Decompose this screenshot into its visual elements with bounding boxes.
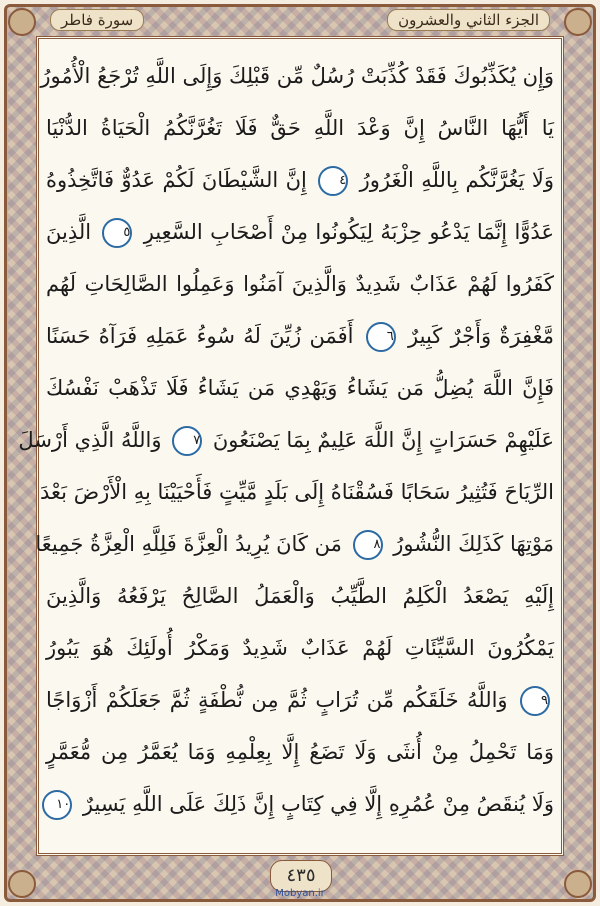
text-line: إِلَيْهِ يَصْعَدُ الْكَلِمُ الطَّيِّبُ وَالْعَمَلُ الصَّالِحُ يَرْفَعُهُ وَالَّذِينَ bbox=[46, 584, 554, 608]
text-line: عَلَيْهِمْ حَسَرَاتٍ إِنَّ اللَّهَ عَلِيمٌ بِمَا يَصْنَعُونَ ٧ وَاللَّهُ الَّذِي أَرْسَلَ bbox=[46, 414, 554, 466]
ayah-number-marker: ٦ bbox=[366, 322, 396, 352]
corner-ornament-icon bbox=[564, 8, 592, 36]
text-line: ٩ وَاللَّهُ خَلَقَكُم مِّن تُرَابٍ ثُمَّ مِن نُّطْفَةٍ ثُمَّ جَعَلَكُمْ أَزْوَاجًا bbox=[46, 674, 554, 726]
ayah-number-marker: ٥ bbox=[102, 218, 132, 248]
page-footer bbox=[0, 860, 600, 900]
juz-title: الجزء الثاني والعشرون bbox=[387, 9, 550, 31]
page-header bbox=[36, 6, 564, 34]
site-watermark: Mobyan.ir bbox=[275, 888, 325, 899]
corner-ornament-icon bbox=[8, 8, 36, 36]
ayah-number-marker: ٨ bbox=[353, 530, 383, 560]
page-number: ٤٣٥ bbox=[270, 860, 332, 892]
text-line: وَمَا تَحْمِلُ مِنْ أُنثَى وَلَا تَضَعُ إِلَّا بِعِلْمِهِ وَمَا يُعَمَّرُ مِن مُّعَمَّرٍ bbox=[46, 740, 554, 764]
text-line: مَّغْفِرَةٌ وَأَجْرٌ كَبِيرٌ ٦ أَفَمَن زُيِّنَ لَهُ سُوءُ عَمَلِهِ فَرَآهُ حَسَنًا bbox=[46, 310, 554, 362]
text-line: يَا أَيُّهَا النَّاسُ إِنَّ وَعْدَ اللَّهِ حَقٌّ فَلَا تَغُرَّنَّكُمُ الْحَيَاةُ الدُّنْيَا bbox=[46, 116, 554, 140]
text-line: مَوْتِهَا كَذَلِكَ النُّشُورُ ٨ مَن كَانَ يُرِيدُ الْعِزَّةَ فَلِلَّهِ الْعِزَّةُ جَمِيعًا bbox=[46, 518, 554, 570]
text-line: عَدُوًّا إِنَّمَا يَدْعُو حِزْبَهُ لِيَكُونُوا مِنْ أَصْحَابِ السَّعِيرِ ٥ الَّذِينَ bbox=[46, 206, 554, 258]
quran-text bbox=[18, 50, 555, 830]
ayah-number-marker: ١٠ bbox=[42, 790, 72, 820]
text-line: وَلَا يُنقَصُ مِنْ عُمُرِهِ إِلَّا فِي كِتَابٍ إِنَّ ذَلِكَ عَلَى اللَّهِ يَسِيرٌ ١٠ bbox=[46, 778, 554, 830]
ayah-number-marker: ٩ bbox=[520, 686, 550, 716]
ayah-number-marker: ٧ bbox=[172, 426, 202, 456]
text-line: وَإِن يُكَذِّبُوكَ فَقَدْ كُذِّبَتْ رُسُلٌ مِّن قَبْلِكَ وَإِلَى اللَّهِ تُرْجَعُ الْأُمُورُ bbox=[40, 64, 554, 88]
text-line: كَفَرُوا لَهُمْ عَذَابٌ شَدِيدٌ وَالَّذِينَ آمَنُوا وَعَمِلُوا الصَّالِحَاتِ لَهُم bbox=[46, 272, 554, 296]
text-line: وَلَا يَغُرَّنَّكُم بِاللَّهِ الْغَرُورُ ٤ إِنَّ الشَّيْطَانَ لَكُمْ عَدُوٌّ فَاتَّخِذُوهُ bbox=[46, 154, 554, 206]
text-line: فَإِنَّ اللَّهَ يُضِلُّ مَن يَشَاءُ وَيَهْدِي مَن يَشَاءُ فَلَا تَذْهَبْ نَفْسُكَ bbox=[46, 376, 554, 400]
surah-title: سورة فاطر bbox=[50, 9, 144, 31]
text-line: يَمْكُرُونَ السَّيِّئَاتِ لَهُمْ عَذَابٌ شَدِيدٌ وَمَكْرُ أُولَئِكَ هُوَ يَبُورُ bbox=[46, 636, 554, 660]
ayah-number-marker: ٤ bbox=[318, 166, 348, 196]
text-line: الرِّيَاحَ فَتُثِيرُ سَحَابًا فَسُقْنَاهُ إِلَى بَلَدٍ مَّيِّتٍ فَأَحْيَيْنَا بِهِ الْأَرْضَ بَعْدَ bbox=[40, 480, 554, 504]
